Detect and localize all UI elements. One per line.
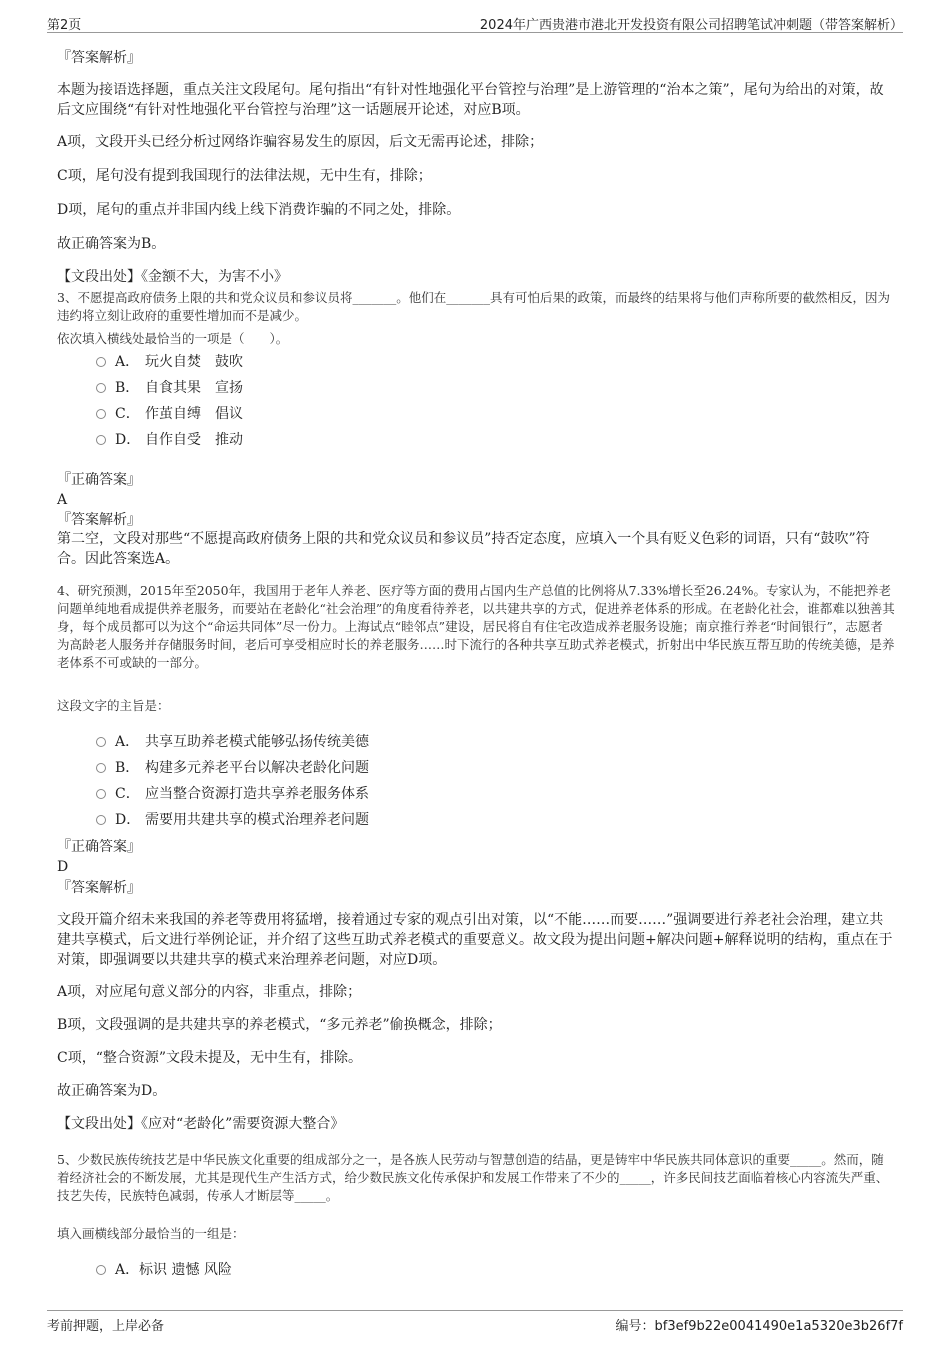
document-id: 编号：bf3ef9b22e0041490e1a5320e3b26f7f bbox=[615, 1319, 903, 1334]
q4-stem: 4、研究预测，2015年至2050年，我国用于老年人养老、医疗等方面的费用占国内生产总值的比例将从7.33%增长至26.24%。专家认为，不能把养老问题单纯地看成提供养老服务，而要站在老龄化“社会治理”的角度看待养老，以共建共享的方式，促进养老体系的形成。在老龄化社会，谁都难以独善其身，每个成员都可以为这个“命运共同体”尽一份力。上海试点“睦邻点”建设，居民将自有住宅改造成养老服务设施；南京推行养老“时间银行”，志愿者为高龄老人服务并存储服务时间，老后可享受相应时长的养老服务……时下流行的各种共享互助式养老模式，折射出中华民族互帮互助的传统美德，是养老体系不可或缺的一部分。 bbox=[57, 583, 895, 670]
q3-option-c[interactable]: C． 作茧自缚 倡议 bbox=[96, 404, 243, 424]
q4-analysis: 文段开篇介绍未来我国的养老等费用将猛增，接着通过专家的观点引出对策，以“不能……而要……”强调要进行养老社会治理，建立共建共享模式，后文进行举例论证，并介绍了这些互助式养老模式的重要意义。故文段为提出问题+解决问题+解释说明的结构，重点在于对策，即强调要以共建共享的模式来治理养老问题，对应D项。 bbox=[57, 912, 893, 968]
q3-option-d[interactable]: D． 自作自受 推动 bbox=[96, 430, 243, 450]
radio-icon[interactable] bbox=[96, 789, 106, 799]
q4-answer-label: 『正确答案』 bbox=[57, 839, 141, 855]
q4-option-c[interactable]: C． 应当整合资源打造共享养老服务体系 bbox=[96, 784, 369, 804]
q3-prompt: 依次填入横线处最恰当的一项是（ ）。 bbox=[57, 331, 289, 346]
q2-conclusion: 故正确答案为B。 bbox=[57, 236, 166, 252]
q4-source: 【文段出处】《应对“老龄化”需要资源大整合》 bbox=[57, 1116, 345, 1132]
q4-option-c-note: C项，“整合资源”文段未提及，无中生有，排除。 bbox=[57, 1050, 363, 1066]
radio-icon[interactable] bbox=[96, 357, 106, 367]
q5-option-a[interactable]: A．标识 遗憾 风险 bbox=[96, 1260, 232, 1280]
q2-source: 【文段出处】《金额不大，为害不小》 bbox=[57, 269, 288, 285]
q2-option-a-note: A项，文段开头已经分析过网络诈骗容易发生的原因，后文无需再论述，排除； bbox=[57, 134, 544, 150]
q4-option-d[interactable]: D． 需要用共建共享的模式治理养老问题 bbox=[96, 810, 369, 830]
q4-option-b-note: B项，文段强调的是共建共享的养老模式，“多元养老”偷换概念，排除； bbox=[57, 1017, 502, 1033]
q2-analysis-label: 『答案解析』 bbox=[57, 50, 141, 66]
q4-option-b[interactable]: B． 构建多元养老平台以解决老龄化问题 bbox=[96, 758, 369, 778]
q5-stem: 5、少数民族传统技艺是中华民族文化重要的组成部分之一，是各族人民劳动与智慧创造的结晶，更是铸牢中华民族共同体意识的重要_____。然而，随着经济社会的不断发展，尤其是现代生产生活方式，给少数民族文化传承保护和发展工作带来了不少的_____，许多民间技艺面临着核心内容流失严重、技艺失传，民族特色减弱，传承人才断层等_____。 bbox=[57, 1152, 889, 1203]
q3-analysis: 第二空，文段对那些“不愿提高政府债务上限的共和党众议员和参议员”持否定态度，应填入一个具有贬义色彩的词语，只有“鼓吹”符合。因此答案选A。 bbox=[57, 531, 870, 567]
page-number: 第2页 bbox=[47, 18, 82, 33]
page-footer bbox=[47, 1310, 903, 1335]
radio-icon[interactable] bbox=[96, 737, 106, 747]
document-title: 2024年广西贵港市港北开发投资有限公司招聘笔试冲刺题（带答案解析） bbox=[479, 18, 903, 33]
radio-icon[interactable] bbox=[96, 815, 106, 825]
q5-prompt: 填入画横线部分最恰当的一组是： bbox=[57, 1226, 245, 1241]
q3-answer-label: 『正确答案』 bbox=[57, 472, 141, 488]
q3-stem: 3、不愿提高政府债务上限的共和党众议员和参议员将_______。他们在_______具有可怕后果的政策，而最终的结果将与他们声称所要的截然相反，因为违约将立刻让政府的重要性增加而不是减少。 bbox=[57, 290, 890, 323]
q4-option-a-note: A项，对应尾句意义部分的内容，非重点，排除； bbox=[57, 984, 362, 1000]
q3-answer: A bbox=[57, 492, 68, 508]
q2-option-d-note: D项，尾句的重点并非国内线上线下消费诈骗的不同之处，排除。 bbox=[57, 202, 461, 218]
q3-analysis-label: 『答案解析』 bbox=[57, 512, 141, 528]
q4-prompt: 这段文字的主旨是： bbox=[57, 698, 170, 713]
q2-analysis: 本题为接语选择题，重点关注文段尾句。尾句指出“有针对性地强化平台管控与治理”是上游管理的“治本之策”，尾句为给出的对策，故后文应围绕“有针对性地强化平台管控与治理”这一话题展开论述，对应B项。 bbox=[57, 82, 884, 118]
page-header bbox=[47, 12, 903, 33]
radio-icon[interactable] bbox=[96, 435, 106, 445]
radio-icon[interactable] bbox=[96, 409, 106, 419]
q3-option-a[interactable]: A． 玩火自焚 鼓吹 bbox=[96, 352, 243, 372]
footer-slogan: 考前押题，上岸必备 bbox=[47, 1319, 165, 1334]
q4-analysis-label: 『答案解析』 bbox=[57, 880, 141, 896]
radio-icon[interactable] bbox=[96, 383, 106, 393]
radio-icon[interactable] bbox=[96, 1265, 106, 1275]
q2-option-c-note: C项，尾句没有提到我国现行的法律法规，无中生有，排除； bbox=[57, 168, 432, 184]
q3-option-b[interactable]: B． 自食其果 宣扬 bbox=[96, 378, 243, 398]
q4-answer: D bbox=[57, 859, 69, 875]
radio-icon[interactable] bbox=[96, 763, 106, 773]
q4-option-a[interactable]: A． 共享互助养老模式能够弘扬传统美德 bbox=[96, 732, 369, 752]
q4-conclusion: 故正确答案为D。 bbox=[57, 1083, 167, 1099]
